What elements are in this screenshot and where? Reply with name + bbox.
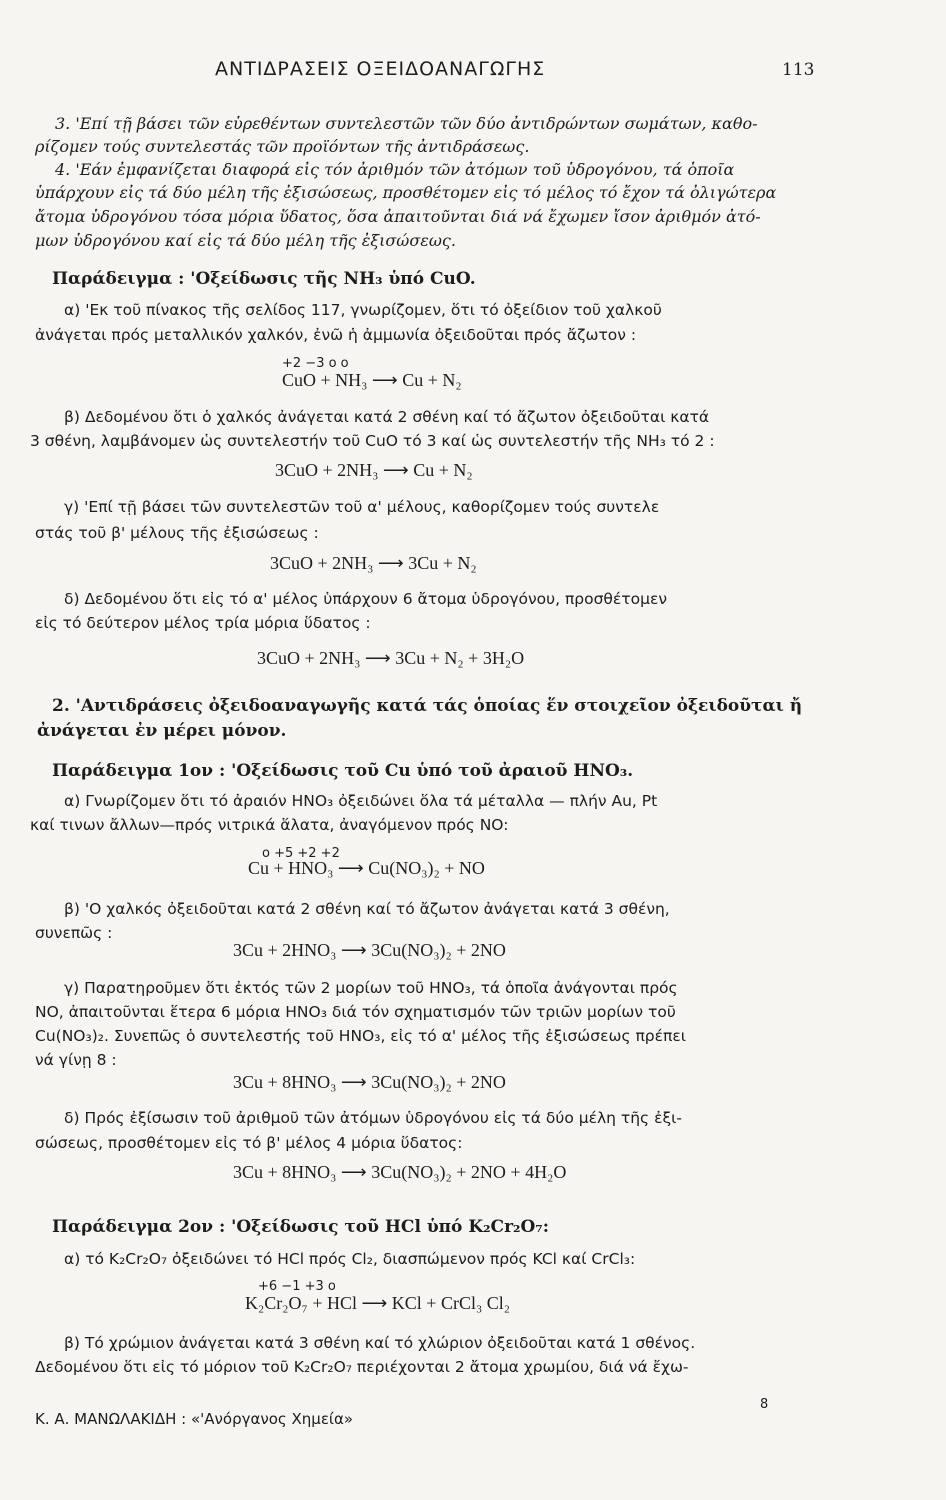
text-line: γ) Παρατηροῦμεν ὅτι ἐκτός τῶν 2 μορίων τοῦ HNO₃, τά ὁποῖα ἀνάγονται πρός [64, 979, 678, 997]
example-heading: Παράδειγμα : 'Οξείδωσις τῆς NH₃ ὑπό CuO. [52, 269, 476, 289]
example-heading: Παράδειγμα 2ον : 'Οξείδωσις τοῦ HCl ὑπό K₂Cr₂O₇: [52, 1217, 550, 1237]
text-line: NO, ἀπαιτοῦνται ἕτερα 6 μόρια HNO₃ διά τόν σχηματισμόν τῶν τριῶν μορίων τοῦ [35, 1003, 676, 1021]
text-line: μων ὑδρογόνου καί εἰς τά δύο μέλη τῆς ἐξισώσεως. [35, 231, 456, 250]
text-line: γ) 'Επί τῇ βάσει τῶν συντελεστῶν τοῦ α' μέλους, καθορίζομεν τούς συντελε [64, 498, 660, 516]
text-line: Cu(NO₃)₂. Συνεπῶς ὁ συντελεστής τοῦ HNO₃, εἰς τό α' μέλος τῆς ἐξισώσεως πρέπει [35, 1027, 686, 1045]
equation: 3Cu + 8HNO₃ ⟶ 3Cu(NO₃)₂ + 2NO [233, 1072, 506, 1092]
text-line: Δεδομένου ὅτι εἰς τό μόριον τοῦ K₂Cr₂O₇ περιέχονται 2 ἄτομα χρωμίου, διά νά ἔχω- [35, 1358, 689, 1376]
equation: 3Cu + 2HNO₃ ⟶ 3Cu(NO₃)₂ + 2NO [233, 940, 506, 960]
equation: 3CuO + 2NH₃ ⟶ Cu + N₂ [275, 460, 473, 480]
oxidation-states: +2 −3 o o [282, 356, 349, 371]
text-line: 3 σθένη, λαμβάνομεν ὡς συντελεστήν τοῦ CuO τό 3 καί ὡς συντελεστήν τῆς NH₃ τό 2 : [30, 432, 715, 450]
oxidation-states: +6 −1 +3 o [258, 1279, 336, 1294]
equation: 3CuO + 2NH₃ ⟶ 3Cu + N₂ + 3H₂O [257, 648, 525, 668]
equation: K₂Cr₂O₇ + HCl ⟶ KCl + CrCl₃ Cl₂ [245, 1293, 511, 1313]
equation: 3Cu + 8HNO₃ ⟶ 3Cu(NO₃)₂ + 2NO + 4H₂O [233, 1162, 567, 1182]
text-line: δ) Δεδομένου ὅτι εἰς τό α' μέλος ὑπάρχουν 6 ἄτομα ὑδρογόνου, προσθέτομεν [64, 590, 668, 608]
section-heading: 2. 'Αντιδράσεις ὀξειδοαναγωγῆς κατά τάς ὁποίας ἕν στοιχεῖον ὀξειδοῦται ἤ [52, 696, 803, 716]
text-line: α) 'Εκ τοῦ πίνακος τῆς σελίδος 117, γνωρίζομεν, ὅτι τό ὀξείδιον τοῦ χαλκοῦ [64, 301, 662, 319]
running-header [0, 58, 946, 88]
equation: CuO + NH₃ ⟶ Cu + N₂ [282, 370, 462, 390]
equation: 3CuO + 2NH₃ ⟶ 3Cu + N₂ [270, 553, 477, 573]
example-heading: Παράδειγμα 1ον : 'Οξείδωσις τοῦ Cu ὑπό τοῦ ἀραιοῦ HNO₃. [52, 761, 634, 781]
page-number: 113 [782, 60, 815, 80]
text-line: β) Δεδομένου ὅτι ὁ χαλκός ἀνάγεται κατά 2 σθένη καί τό ἄζωτον ὀξειδοῦται κατά [64, 408, 710, 426]
text-line: β) Τό χρώμιον ἀνάγεται κατά 3 σθένη καί τό χλώριον ὀξειδοῦται κατά 1 σθένος. [64, 1334, 696, 1352]
text-line: β) 'Ο χαλκός ὀξειδοῦται κατά 2 σθένη καί τό ἄζωτον ἀνάγεται κατά 3 σθένη, [64, 900, 670, 918]
text-line: ἄτομα ὑδρογόνου τόσα μόρια ὕδατος, ὅσα ἀπαιτοῦνται διά νά ἔχωμεν ἴσον ἀριθμόν ἀτό- [35, 207, 761, 226]
text-line: δ) Πρός ἐξίσωσιν τοῦ ἀριθμοῦ τῶν ἀτόμων ὑδρογόνου εἰς τά δύο μέλη τῆς ἐξι- [64, 1109, 682, 1127]
text-line: σώσεως, προσθέτομεν εἰς τό β' μέλος 4 μόρια ὕδατος: [35, 1134, 463, 1152]
text-line: 3. 'Επί τῇ βάσει τῶν εὑρεθέντων συντελεστῶν τῶν δύο ἀντιδρώντων σωμάτων, καθο- [55, 114, 758, 133]
signature-mark: 8 [760, 1397, 769, 1412]
footer-author: Κ. Α. ΜΑΝΩΛΑΚΙΔΗ : «'Ανόργανος Χημεία» [35, 1410, 354, 1428]
chapter-title: ΑΝΤΙΔΡΑΣΕΙΣ ΟΞΕΙΔΟΑΝΑΓΩΓΗΣ [215, 58, 546, 80]
oxidation-states: o +5 +2 +2 [262, 846, 340, 861]
text-line: νά γίνῃ 8 : [35, 1051, 117, 1069]
text-line: ὑπάρχουν εἰς τά δύο μέλη τῆς ἐξισώσεως, προσθέτομεν εἰς τό μέλος τό ἔχον τά ὀλιγώτερα [35, 183, 777, 202]
text-line: ρίζομεν τούς συντελεστάς τῶν προϊόντων τῆς ἀντιδράσεως. [35, 137, 530, 156]
text-line: καί τινων ἄλλων—πρός νιτρικά ἅλατα, ἀναγόμενον πρός NO: [30, 816, 509, 834]
text-line: εἰς τό δεύτερον μέλος τρία μόρια ὕδατος : [35, 614, 371, 632]
text-line: στάς τοῦ β' μέλους τῆς ἐξισώσεως : [35, 524, 319, 542]
equation: Cu + HNO₃ ⟶ Cu(NO₃)₂ + NO [248, 858, 485, 878]
text-line: α) τό K₂Cr₂O₇ ὀξειδώνει τό HCl πρός Cl₂, διασπώμενον πρός KCl καί CrCl₃: [64, 1250, 636, 1268]
text-line: 4. 'Εάν ἐμφανίζεται διαφορά εἰς τόν ἀριθμόν τῶν ἀτόμων τοῦ ὑδρογόνου, τά ὁποῖα [55, 160, 735, 179]
text-line: συνεπῶς : [35, 924, 113, 942]
text-line: α) Γνωρίζομεν ὅτι τό ἀραιόν HNO₃ ὀξειδώνει ὅλα τά μέταλλα — πλήν Au, Pt [64, 792, 658, 810]
section-heading: ἀνάγεται ἐν μέρει μόνον. [37, 721, 287, 741]
text-line: ἀνάγεται πρός μεταλλικόν χαλκόν, ἐνῶ ἡ ἀμμωνία ὀξειδοῦται πρός ἄζωτον : [35, 326, 637, 344]
